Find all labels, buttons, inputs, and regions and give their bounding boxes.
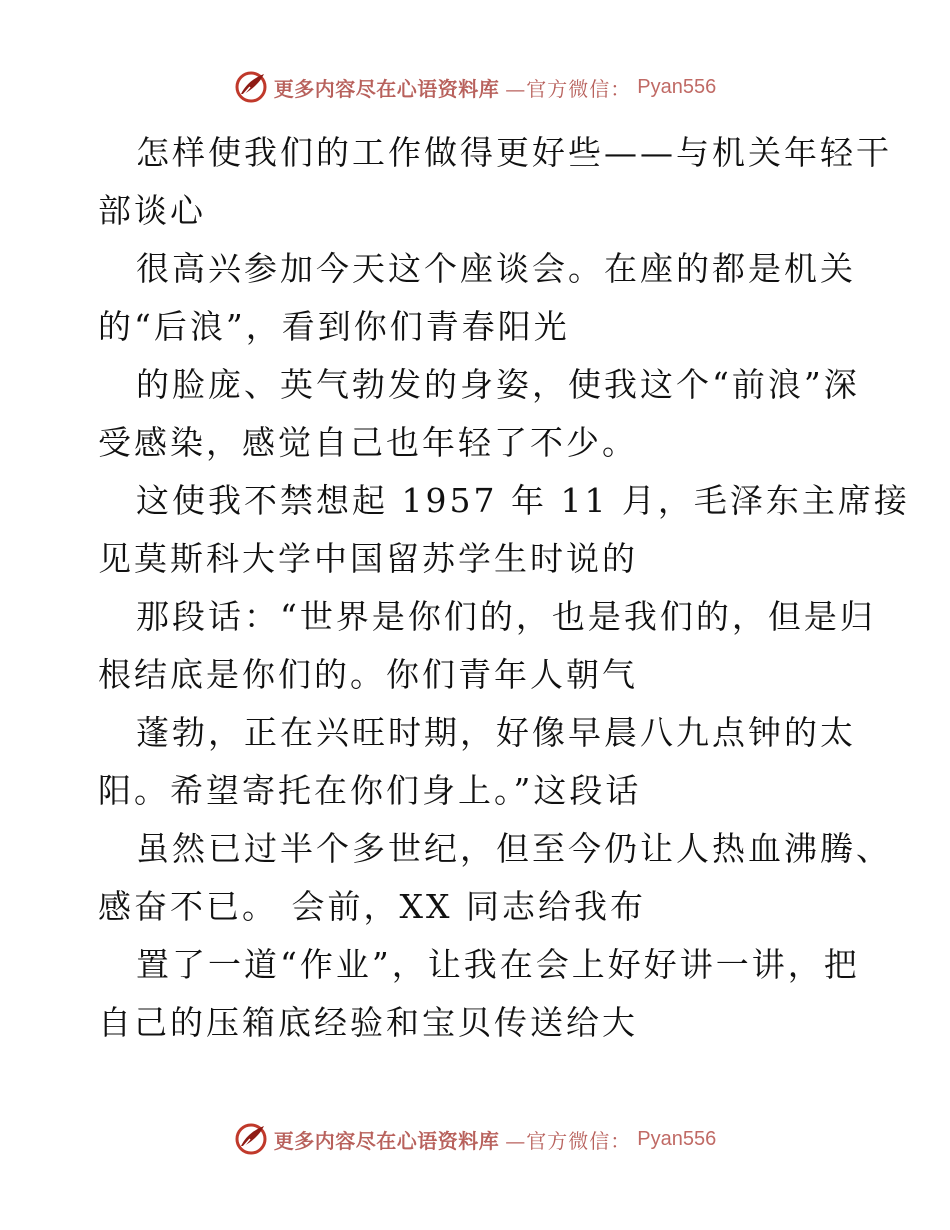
footer-brand-text: 更多内容尽在心语资料库 bbox=[273, 1128, 500, 1153]
feather-pen-logo-icon bbox=[234, 1122, 268, 1156]
paragraph-line: 这使我不禁想起 1957 年 11 月，毛泽东主席接 bbox=[136, 481, 910, 520]
paragraph-line: 蓬勃，正在兴旺时期，好像早晨八九点钟的太 bbox=[136, 713, 856, 752]
header-wechat-id: Pyan556 bbox=[637, 75, 717, 98]
header-brand-text: 更多内容尽在心语资料库 bbox=[273, 76, 500, 101]
page-footer-banner bbox=[0, 1122, 950, 1156]
paragraph-line: 受感染，感觉自己也年轻了不少。 bbox=[98, 423, 638, 462]
paragraph-line: 根结底是你们的。你们青年人朝气 bbox=[98, 655, 638, 694]
page-header-banner bbox=[0, 70, 950, 104]
paragraph-line: 见莫斯科大学中国留苏学生时说的 bbox=[98, 539, 638, 578]
paragraph-line: 的脸庞、英气勃发的身姿，使我这个“前浪”深 bbox=[136, 365, 860, 404]
paragraph-line: 很高兴参加今天这个座谈会。在座的都是机关 bbox=[136, 249, 856, 288]
title-line-1: 怎样使我们的工作做得更好些——与机关年轻干 bbox=[136, 133, 892, 172]
document-body bbox=[98, 124, 910, 1052]
paragraph-line: 自己的压箱底经验和宝贝传送给大 bbox=[98, 1003, 638, 1042]
paragraph-line: 的“后浪”，看到你们青春阳光 bbox=[98, 307, 570, 346]
paragraph-line: 阳。希望寄托在你们身上。”这段话 bbox=[98, 771, 642, 810]
title-line-2: 部谈心 bbox=[98, 191, 206, 230]
footer-separator-text: —官方微信： bbox=[505, 1128, 632, 1153]
footer-wechat-id: Pyan556 bbox=[637, 1127, 717, 1150]
feather-pen-logo-icon bbox=[234, 70, 268, 104]
paragraph-line: 置了一道“作业”，让我在会上好好讲一讲，把 bbox=[136, 945, 860, 984]
header-separator-text: —官方微信： bbox=[505, 76, 632, 101]
paragraph-line: 感奋不已。 会前，XX 同志给我布 bbox=[98, 887, 646, 926]
paragraph-line: 那段话：“世界是你们的，也是我们的，但是归 bbox=[136, 597, 876, 636]
paragraph-line: 虽然已过半个多世纪，但至今仍让人热血沸腾、 bbox=[136, 829, 892, 868]
